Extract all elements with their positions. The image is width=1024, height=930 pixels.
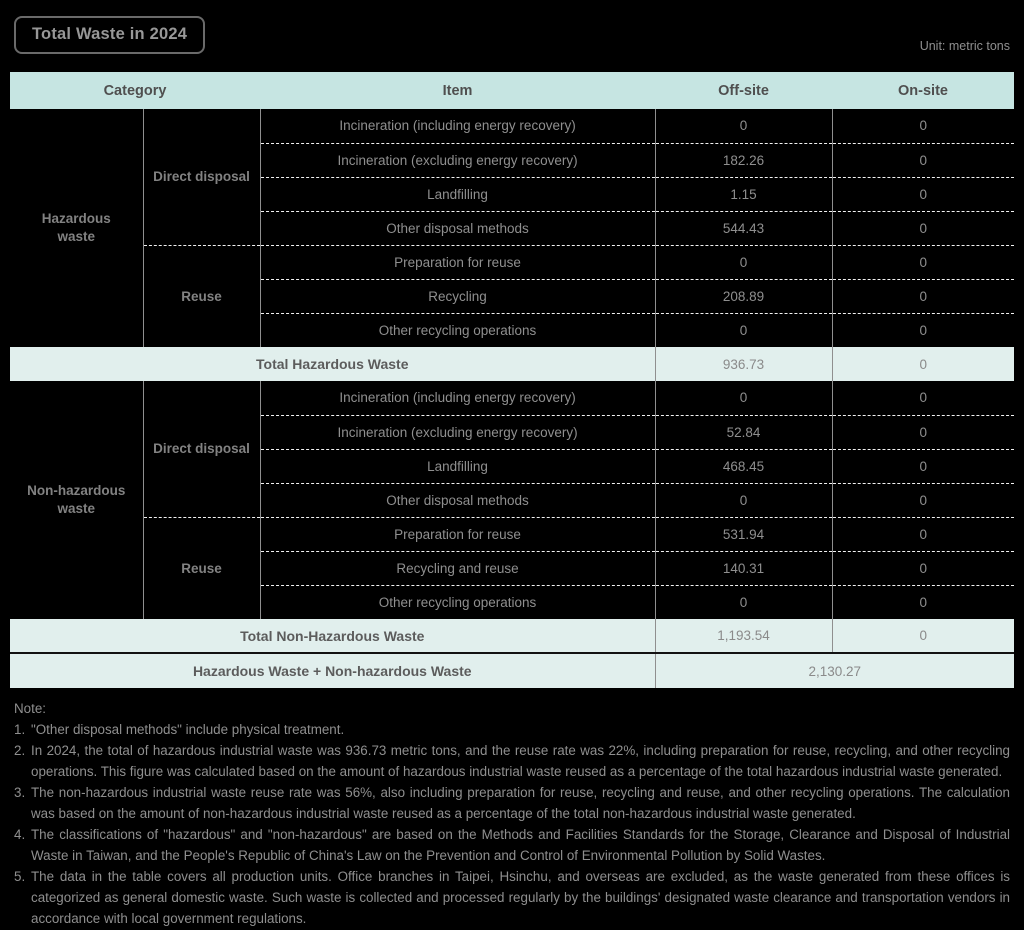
category-label-line: waste (57, 501, 96, 516)
onsite-value: 0 (832, 143, 1014, 177)
category-label-non-hazardous (10, 381, 143, 619)
note-item (14, 824, 1010, 866)
note-text: The non-hazardous industrial waste reuse rate was 56%, also including preparation for reuse, recycling and reuse, and other recycling operations. The calculation was based on the amount of non-hazardous industrial waste reused as a percentage of the total non-hazardous industrial waste generated. (31, 785, 1010, 821)
total-hazardous-offsite: 936.73 (655, 347, 832, 381)
note-text: In 2024, the total of hazardous industrial waste was 936.73 metric tons, and the reuse rate was 22%, including preparation for reuse, recycling, and other recycling operations. This figure was calculated based on the amount of hazardous industrial waste reused as a percentage of the total hazardous industrial waste generated. (31, 743, 1010, 779)
note-text: The classifications of "hazardous" and "non-hazardous" are based on the Methods and Facilities Standards for the Storage, Clearance and Disposal of Industrial Waste in Taiwan, and the People's Republic of China's Law on the Prevention and Control of Environmental Pollution by Solid Wastes. (31, 827, 1010, 863)
onsite-value: 0 (832, 585, 1014, 619)
note-item (14, 719, 1010, 740)
item-label: Other recycling operations (260, 585, 655, 619)
offsite-value: 0 (655, 109, 832, 143)
item-label: Preparation for reuse (260, 517, 655, 551)
item-label: Other disposal methods (260, 483, 655, 517)
onsite-value: 0 (832, 483, 1014, 517)
page-title: Total Waste in 2024 (14, 16, 205, 54)
onsite-value: 0 (832, 177, 1014, 211)
offsite-value: 531.94 (655, 517, 832, 551)
onsite-value: 0 (832, 449, 1014, 483)
onsite-value: 0 (832, 551, 1014, 585)
item-label: Incineration (excluding energy recovery) (260, 143, 655, 177)
onsite-value: 0 (832, 381, 1014, 415)
total-non-hazardous-onsite: 0 (832, 619, 1014, 653)
total-non-hazardous-label: Total Non-Hazardous Waste (10, 619, 655, 653)
waste-table (10, 72, 1014, 688)
note-text: The data in the table covers all production units. Office branches in Taipei, Hsinchu, and overseas are excluded, as the waste generated from these offices is categorized as general domestic waste. Such waste is collected and processed regularly by the buildings' designated waste clearance and transportation vendors in accordance with local government regulations. (31, 869, 1010, 926)
category-label-line: Hazardous (41, 210, 111, 226)
total-hazardous-onsite: 0 (832, 347, 1014, 381)
header-onsite: On-site (832, 72, 1014, 109)
note-number: 4. (14, 827, 26, 842)
offsite-value: 182.26 (655, 143, 832, 177)
note-item (14, 782, 1010, 824)
offsite-value: 0 (655, 585, 832, 619)
note-item (14, 866, 1010, 929)
table-row (10, 109, 1014, 143)
item-label: Other disposal methods (260, 211, 655, 245)
onsite-value: 0 (832, 245, 1014, 279)
total-non-hazardous-offsite: 1,193.54 (655, 619, 832, 653)
total-hazardous-row (10, 347, 1014, 381)
item-label: Recycling (260, 279, 655, 313)
onsite-value: 0 (832, 313, 1014, 347)
group-label-direct-disposal: Direct disposal (143, 109, 260, 245)
group-label-reuse: Reuse (143, 517, 260, 619)
onsite-value: 0 (832, 211, 1014, 245)
item-label: Preparation for reuse (260, 245, 655, 279)
offsite-value: 544.43 (655, 211, 832, 245)
notes-heading: Note: (14, 701, 47, 716)
note-text: "Other disposal methods" include physical treatment. (31, 722, 345, 737)
offsite-value: 0 (655, 381, 832, 415)
header-offsite: Off-site (655, 72, 832, 109)
note-number: 5. (14, 869, 26, 884)
item-label: Incineration (including energy recovery) (260, 109, 655, 143)
grand-total-label: Hazardous Waste + Non-hazardous Waste (10, 653, 655, 688)
onsite-value: 0 (832, 109, 1014, 143)
unit-label: Unit: metric tons (919, 39, 1010, 53)
category-label-line: waste (57, 229, 96, 244)
group-label-direct-disposal: Direct disposal (143, 381, 260, 517)
table-row (10, 245, 1014, 279)
table-row (10, 517, 1014, 551)
offsite-value: 0 (655, 483, 832, 517)
group-label-reuse: Reuse (143, 245, 260, 347)
total-hazardous-label: Total Hazardous Waste (10, 347, 655, 381)
offsite-value: 0 (655, 313, 832, 347)
onsite-value: 0 (832, 415, 1014, 449)
header-category: Category (10, 72, 260, 109)
category-label-hazardous (10, 109, 143, 347)
offsite-value: 0 (655, 245, 832, 279)
note-number: 3. (14, 785, 26, 800)
offsite-value: 1.15 (655, 177, 832, 211)
table-row (10, 381, 1014, 415)
item-label: Landfilling (260, 449, 655, 483)
item-label: Incineration (excluding energy recovery) (260, 415, 655, 449)
note-item (14, 740, 1010, 782)
item-label: Recycling and reuse (260, 551, 655, 585)
note-number: 1. (14, 722, 26, 737)
total-non-hazardous-row (10, 619, 1014, 653)
offsite-value: 468.45 (655, 449, 832, 483)
item-label: Other recycling operations (260, 313, 655, 347)
offsite-value: 208.89 (655, 279, 832, 313)
category-label-line: Non-hazardous (27, 482, 126, 498)
note-number: 2. (14, 743, 26, 758)
onsite-value: 0 (832, 279, 1014, 313)
header-item: Item (260, 72, 655, 109)
item-label: Landfilling (260, 177, 655, 211)
item-label: Incineration (including energy recovery) (260, 381, 655, 415)
onsite-value: 0 (832, 517, 1014, 551)
offsite-value: 140.31 (655, 551, 832, 585)
offsite-value: 52.84 (655, 415, 832, 449)
notes-section (14, 698, 1010, 929)
grand-total-row (10, 653, 1014, 688)
grand-total-value: 2,130.27 (655, 653, 1014, 688)
table-header-row (10, 72, 1014, 109)
top-bar (0, 0, 1024, 54)
